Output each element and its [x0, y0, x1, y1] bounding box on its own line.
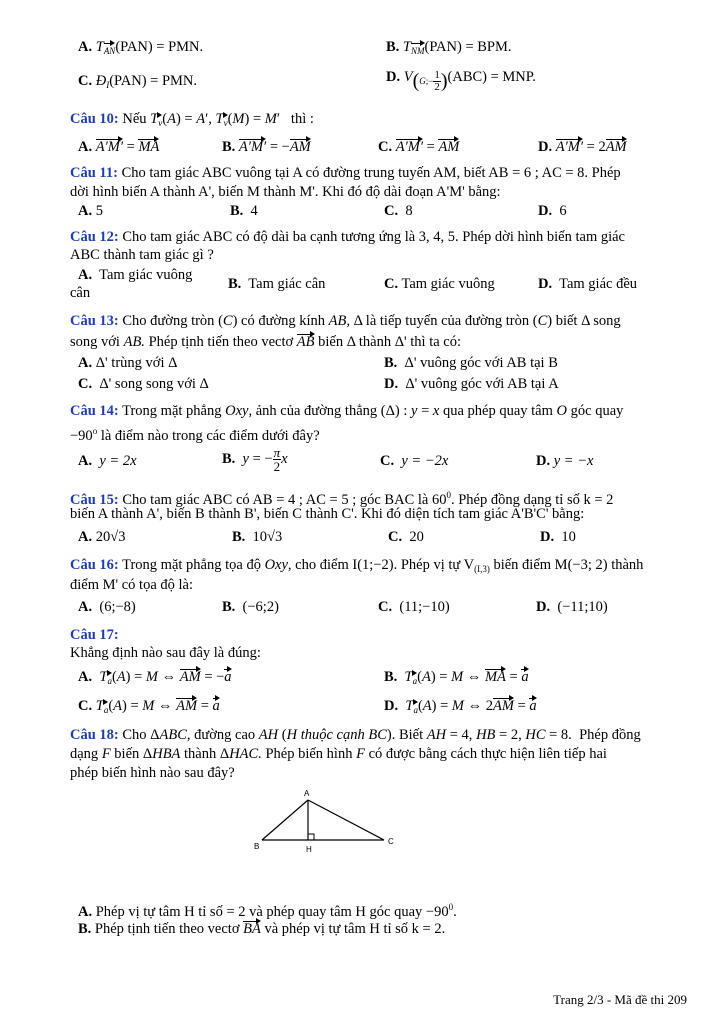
q11-stem-line1: Câu 11: Cho tam giác ABC vuông tại A có đường trung tuyến AM, biết AB = 6 ; AC = 8. Phép	[70, 165, 621, 181]
q14-option-b[interactable]: B. y = − $\frac{\pi}{2}$ x	[222, 445, 288, 474]
side-ab	[262, 800, 308, 840]
q15-option-a[interactable]: A. 20√3	[78, 529, 126, 545]
side-ac	[308, 800, 384, 840]
q14-option-d[interactable]: D. y = −x	[536, 453, 594, 469]
q13-option-c[interactable]: C. Δ' song song với Δ	[78, 376, 209, 392]
q10-option-d[interactable]: D. A′M′ = 2AM	[538, 139, 627, 155]
q10-option-a[interactable]: A. A′M′ = MA	[78, 139, 160, 155]
q18-option-a[interactable]: A. Phép vị tự tâm H tỉ số = 2 và phép quay tâm H góc quay $-90^0$.	[78, 902, 457, 920]
right-angle-mark	[308, 834, 314, 840]
q17-label: Câu 17:	[70, 627, 119, 643]
q9-option-a[interactable]: A. $T_{AN}(PAN)$ = PMN.	[78, 38, 203, 60]
q13-option-b[interactable]: B. Δ' vuông góc với AB tại B	[384, 355, 558, 371]
q13-stem-line2: song với AB. Phép tịnh tiến theo vectơ AB biến Δ thành Δ' thì ta có:	[70, 334, 462, 350]
label-a: A	[304, 789, 310, 798]
q13-stem-line1: Câu 13: Cho đường tròn (C) có đường kính AB, Δ là tiếp tuyến của đường tròn (C) biết Δ song	[70, 313, 621, 329]
q11-stem-line2: dời hình biến A thành A', biến M thành M'. Khi đó độ dài đoạn A'M' bằng:	[70, 184, 501, 200]
q16-option-c[interactable]: C. (11;−10)	[378, 599, 450, 615]
q11-option-a[interactable]: A. 5	[78, 203, 103, 219]
q12-option-a[interactable]: A. Tam giác vuông	[78, 267, 193, 283]
q16-stem-line1: Câu 16: Trong mặt phẳng tọa độ Oxy, cho điểm I(1;−2). Phép vị tự $V_{(I,3)}$ biến điểm M(−3; 2) thành	[70, 557, 644, 574]
q14-option-c[interactable]: C. y = −2x	[380, 453, 449, 469]
q12-option-d[interactable]: D. Tam giác đều	[538, 276, 638, 292]
q12-option-b[interactable]: B. Tam giác cân	[228, 276, 326, 292]
q17-stem: Khẳng định nào sau đây là đúng:	[70, 645, 261, 661]
q11-option-b[interactable]: B. 4	[230, 203, 258, 219]
q12-stem-line2: ABC thành tam giác gì ?	[70, 247, 214, 263]
label-b: B	[254, 842, 260, 851]
q16-option-a[interactable]: A. (6;−8)	[78, 599, 136, 615]
q10-option-c[interactable]: C. A′M′ = AM	[378, 139, 460, 155]
q17-option-c[interactable]: C. $T_a(A) = M$ ⇔ AM = a	[78, 697, 220, 719]
q13-option-a[interactable]: A. Δ' trùng với Δ	[78, 355, 178, 371]
q15-option-c[interactable]: C. 20	[388, 529, 424, 545]
q18-stem-line2: dạng F biến ΔHBA thành ΔHAC. Phép biến hình F có được bằng cách thực hiện liên tiếp hai	[70, 746, 607, 762]
page-footer: Trang 2/3 - Mã đề thi 209	[553, 992, 687, 1007]
label-c: C	[388, 837, 394, 846]
label-h: H	[306, 845, 312, 854]
q9-option-c[interactable]: C. $Đ_I(PAN)$ = PMN.	[78, 73, 198, 90]
q17-option-a[interactable]: A. $T_a(A) = M$ ⇔ AM = −a	[78, 668, 232, 690]
q12-stem-line1: Câu 12: Cho tam giác ABC có độ dài ba cạnh tương ứng là 3, 4, 5. Phép dời hình biến tam giác	[70, 229, 625, 245]
q11-option-c[interactable]: C. 8	[384, 203, 413, 219]
q14-stem-line1: Câu 14: Trong mặt phẳng Oxy, ảnh của đường thẳng (Δ) : y = x qua phép quay tâm O góc quay	[70, 403, 624, 419]
q15-option-d[interactable]: D. 10	[540, 529, 576, 545]
q9-option-d[interactable]: D. $V_{(G;- \frac{1}{2} )}(ABC)$ = MNP.	[386, 69, 536, 94]
q15-option-b[interactable]: B. 10√3	[232, 529, 283, 545]
q12-option-c[interactable]: C. Tam giác vuông	[384, 276, 495, 292]
q18-stem-line1: Câu 18: Cho ΔABC, đường cao AH (H thuộc cạnh BC). Biết AH = 4, HB = 2, HC = 8. Phép đồng	[70, 727, 641, 743]
q13-option-d[interactable]: D. Δ' vuông góc với AB tại A	[384, 376, 559, 392]
q11-option-d[interactable]: D. 6	[538, 203, 567, 219]
triangle-figure	[248, 786, 408, 858]
q17-option-d[interactable]: D. $T_a(A) = M$ ⇔ 2AM = a	[384, 697, 537, 719]
q17-option-b[interactable]: B. $T_a(A) = M$ ⇔ MA = a	[384, 668, 529, 690]
q16-option-d[interactable]: D. (−11;10)	[536, 599, 608, 615]
q10-option-b[interactable]: B. A′M′ = −AM	[222, 139, 311, 155]
q15-stem-line1: Câu 15: Cho tam giác ABC có AB = 4 ; AC = 5 ; góc BAC là $60^0$. Phép đồng dạng tỉ số k = 2	[70, 490, 614, 508]
q16-stem-line2: điểm M' có tọa độ là:	[70, 577, 194, 593]
q9-option-b[interactable]: B. $T_{NM}(PAN)$ = BPM.	[386, 38, 512, 60]
q14-option-a[interactable]: A. y = 2x	[78, 453, 137, 469]
q12-option-a-cont: cân	[70, 285, 91, 301]
q14-stem-line2: $-90^o$ là điểm nào trong các điểm dưới đây?	[70, 426, 320, 444]
q18-stem-line3: phép biến hình nào sau đây?	[70, 765, 235, 781]
q18-option-b[interactable]: B. Phép tịnh tiến theo vectơ BA và phép vị tự tâm H tỉ số k = 2.	[78, 921, 446, 937]
q15-stem-line2: biến A thành A', biến B thành B', biến C thành C'. Khi đó diện tích tam giác A'B'C' bằng:	[70, 506, 585, 522]
q16-option-b[interactable]: B. (−6;2)	[222, 599, 279, 615]
q10-stem: Câu 10: Nếu $T_v(A) = A'$, $T_v(M) = M'$ thì :	[70, 110, 314, 132]
